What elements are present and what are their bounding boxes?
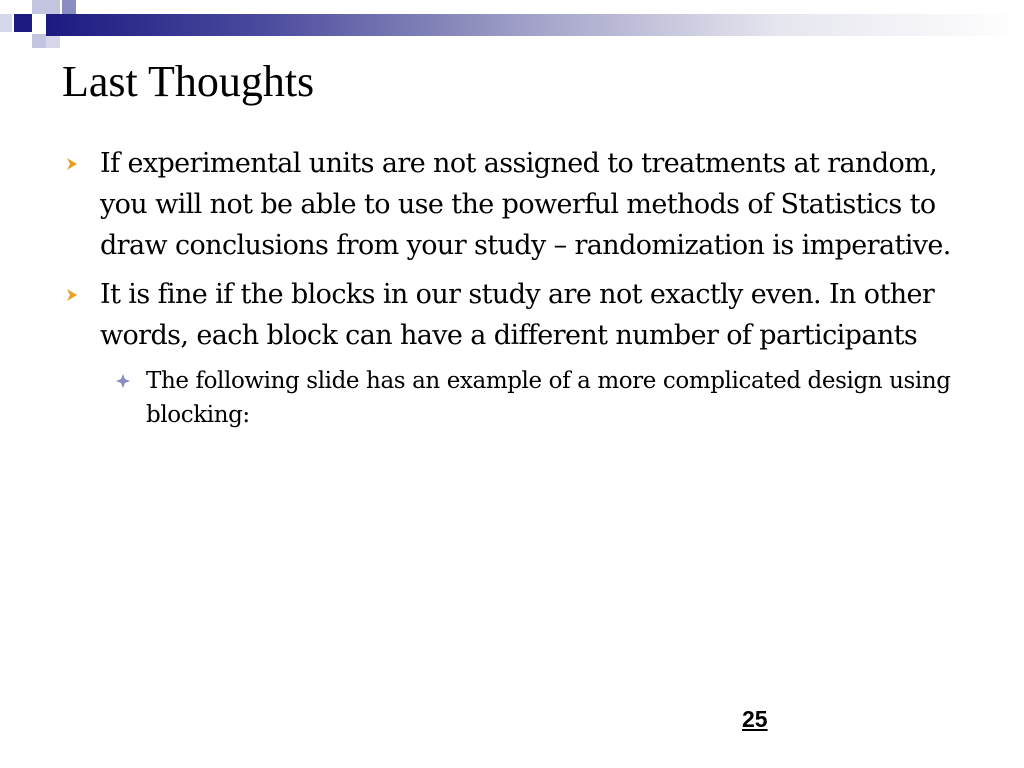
header-square-light: [32, 34, 46, 48]
bullet-text: If experimental units are not assigned to treatments at random, you will not be able to use the powerful methods of Statistics to draw conclusions from your study – randomization is imperative.: [100, 148, 951, 261]
arrow-bullet-icon: [64, 156, 80, 172]
sub-bullet-text: The following slide has an example of a more complicated design using blocking:: [146, 368, 951, 428]
header-square-mid: [62, 0, 76, 14]
page-number: 25: [742, 706, 768, 732]
sub-bullet-item: [146, 364, 964, 432]
header-square-light: [46, 36, 60, 48]
arrow-bullet-icon: [64, 287, 80, 303]
slide-title: Last Thoughts: [62, 57, 315, 106]
header-square-light: [32, 0, 46, 14]
bullet-item: [64, 143, 964, 266]
header-gradient-band: [46, 14, 1024, 36]
header-square-dark: [14, 14, 32, 32]
bullet-item: [64, 274, 964, 356]
diamond-bullet-icon: [116, 374, 130, 388]
header-square-light: [0, 14, 12, 32]
bullet-text: It is fine if the blocks in our study are not exactly even. In other words, each block can have a different number of participants: [100, 279, 935, 351]
slide-body: [64, 143, 964, 432]
header-square-light: [46, 0, 60, 14]
